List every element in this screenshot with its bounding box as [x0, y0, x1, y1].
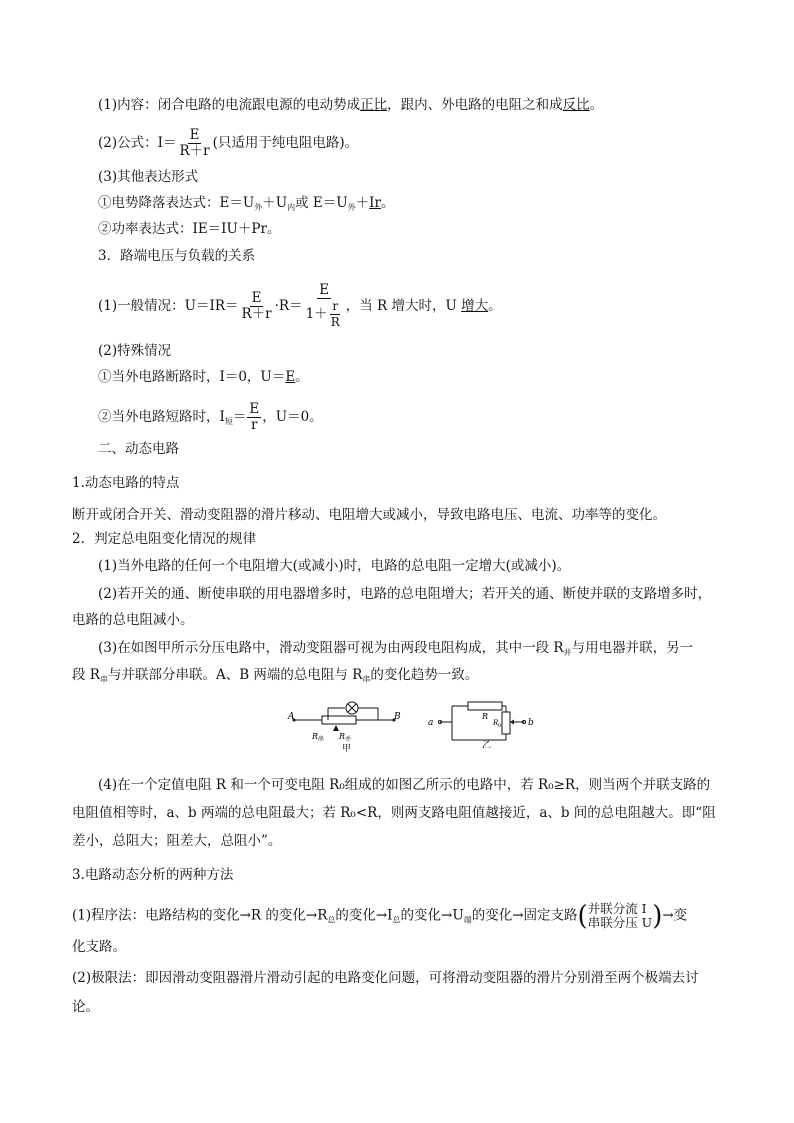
heading-rules: 2．判定总电阻变化情况的规律: [72, 531, 257, 547]
svg-text:R: R: [493, 719, 499, 727]
line-special-case: (2)特殊情况: [98, 343, 172, 359]
blank-zhengbi: 正比: [360, 97, 388, 113]
rule-3-cont: 段 $R_串$与并联部分串联。A、B 两端的总电阻与 $R_串$的变化趋势一致。: [72, 667, 479, 684]
line-potential-drop: ①电势降落表达式：$E=U_外+U_内$或 $E=U_外+Ir$。: [98, 195, 395, 212]
svg-text:a: a: [428, 718, 434, 728]
line-open-circuit: ①当外电路断路时，I＝0，U＝E。: [98, 369, 309, 385]
circuit-diagram-jia: [284, 698, 404, 756]
rule-1: (1)当外电路的任何一个电阻增大(或减小)时，电路的总电阻一定增大(或减小)。: [98, 558, 571, 574]
svg-text:R: R: [312, 732, 319, 741]
brace-stack: ( 并联分流 I 串联分压 U ): [577, 900, 663, 932]
line-other-forms: (3)其他表达形式: [98, 169, 199, 185]
circuit-diagram-yi: [424, 700, 536, 748]
heading-terminal-voltage: 3．路端电压与负载的关系: [98, 248, 256, 264]
rule-4-cont2: 差小，总阻大；阻差大，总阻小”。: [72, 833, 282, 849]
line-general-case: (1)一般情况：U＝IR＝ $\frac{E}{R+r}$ ·R＝ E 1＋ $\frac{r}{R}$ ，当 R 增大时，U 增大。: [98, 282, 502, 329]
line-power: ②功率表达式：IE＝IU＋Pr。: [98, 221, 281, 237]
blank-fanbi: 反比: [562, 97, 590, 113]
rule-2: (2)若开关的通、断使串联的用电器增多时，电路的总电阻增大；若开关的通、断使并联的支路增多时，: [98, 586, 712, 602]
method-1: (1)程序法：电路结构的变化→R 的变化$\to R_总$的变化$\to I_总$的变化$\to U_端$的变化→固定支路 ( 并联分流 I 串联分压 U ) →变: [72, 900, 688, 932]
svg-text:R: R: [482, 712, 489, 721]
line-content: (1)内容：闭合电路的电流跟电源的电动势成正比，跟内、外电路的电阻之和成反比。: [98, 97, 604, 113]
heading-dynamic-circuit: 二、动态电路: [98, 441, 179, 457]
rule-4-cont: 电阻值相等时，a、b 两端的总电阻最大；若 R₀<R，则两支路电阻值越接近，a、b 间的总电阻越大。即“阻: [72, 805, 716, 821]
line-features: 断开或闭合开关、滑动变阻器的滑片移动、电阻增大或减小，导致电路电压、电流、功率等的变化。: [72, 507, 666, 523]
method-2-cont: 论。: [72, 999, 99, 1015]
svg-text:0: 0: [498, 723, 502, 729]
svg-text:并: 并: [345, 736, 352, 743]
label-yi: 乙: [482, 741, 492, 748]
svg-text:b: b: [528, 718, 534, 728]
label-B: B: [394, 712, 401, 722]
rule-4: (4)在一个定值电阻 R 和一个可变电阻 R₀组成的如图乙所示的电路中，若 R₀≥R，则当两个并联支路的: [98, 777, 711, 793]
method-2: (2)极限法：即因滑动变阻器滑片滑动引起的电路变化问题，可将滑动变阻器的滑片分别滑至两个极端去讨: [72, 970, 699, 986]
line-formula: (2)公式：I＝ $\frac{E}{R+r}$ (只适用于纯电阻电路)。: [98, 127, 359, 159]
svg-text:串: 串: [318, 736, 325, 743]
fraction-nested: E 1＋ $\frac{r}{R}$: [305, 282, 340, 329]
rule-3: (3)在如图甲所示分压电路中，滑动变阻器可视为由两段电阻构成，其中一段 $R_并$与用电器并联，另一: [98, 640, 694, 657]
rule-2-cont: 电路的总电阻减小。: [72, 612, 194, 628]
line-short-circuit: ②当外电路短路时，$I_短=$ $\frac{E}{r}$ ，U＝0。: [98, 401, 323, 433]
heading-methods: 3.电路动态分析的两种方法: [72, 867, 234, 883]
fraction-e-over-r-plus-r: $\frac{E}{R+r}$: [179, 127, 210, 159]
method-1-cont: 化支路。: [72, 939, 126, 955]
label-A: A: [288, 712, 295, 722]
svg-text:R: R: [339, 732, 346, 741]
heading-features: 1.动态电路的特点: [72, 475, 180, 491]
label-jia: 甲: [342, 744, 352, 754]
